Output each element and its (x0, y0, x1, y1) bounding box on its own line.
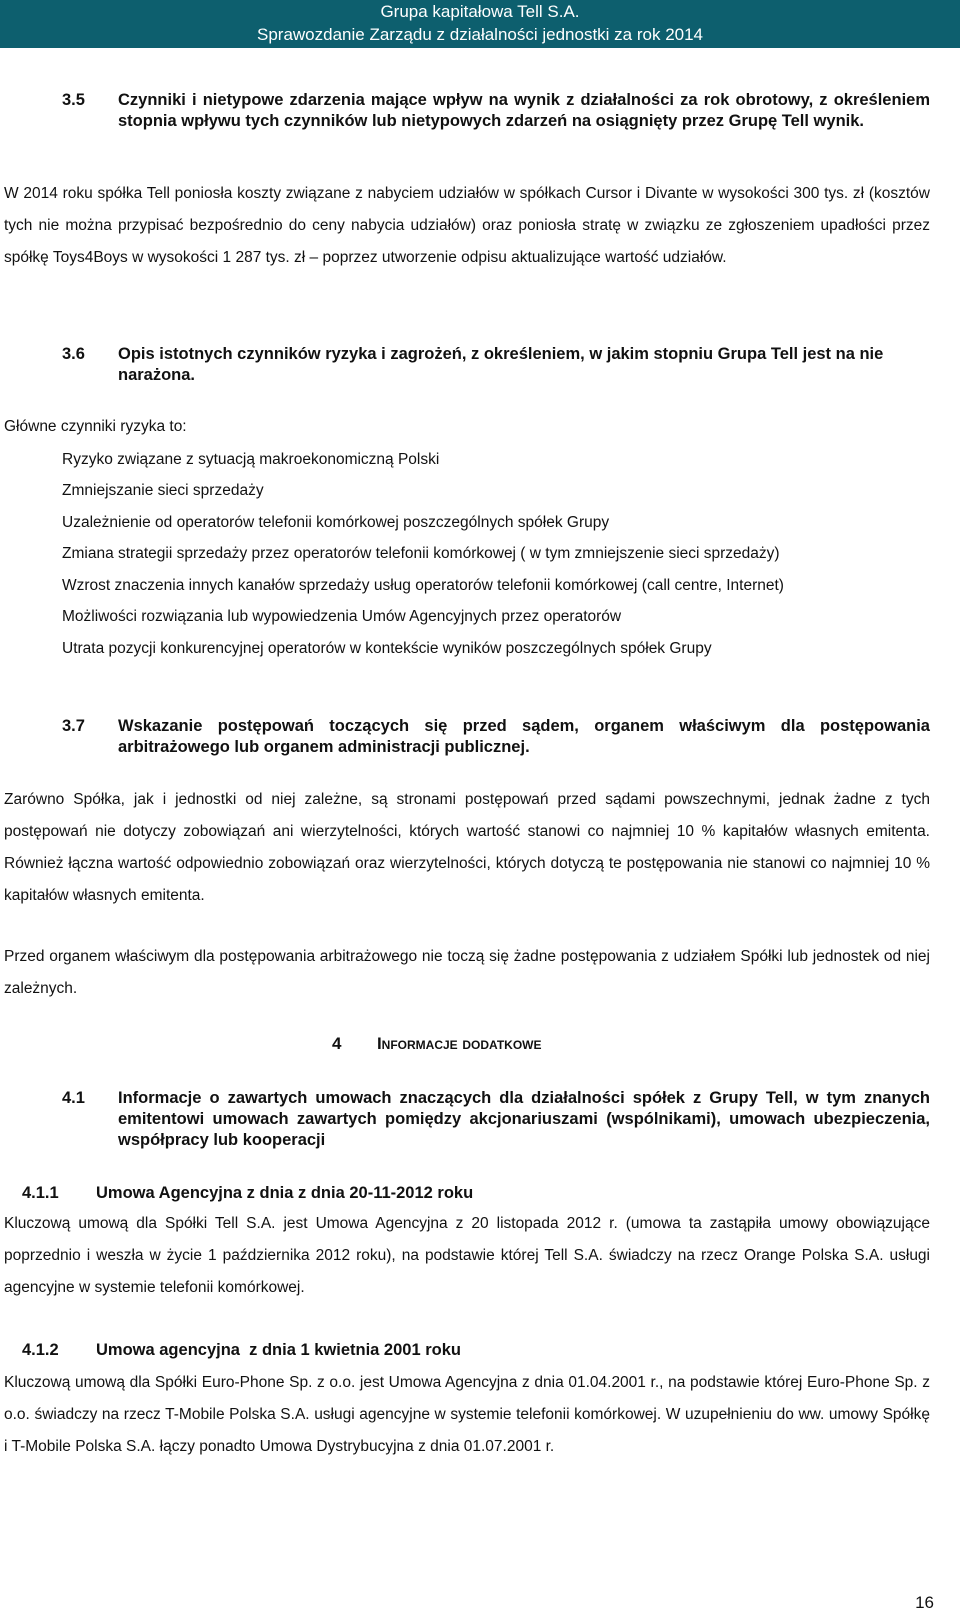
section-number: 4 (332, 1034, 342, 1053)
section-title: Informacje o zawartych umowach znaczących dla działalności spółek z Grupy Tell, w tym znanych emitentowi umowach zawartych pomiędzy akcjonariuszami (wspólnikami), umowach ubezpieczenia, współpracy lub kooperacji (118, 1089, 930, 1149)
risk-item: Zmniejszanie sieci sprzedaży (62, 482, 264, 499)
section-number: 4.1.2 (22, 1341, 59, 1359)
risk-item: Wzrost znaczenia innych kanałów sprzedaży usług operatorów telefonii komórkowej (call centre, Internet) (62, 577, 784, 594)
section-number: 4.1 (62, 1089, 85, 1107)
section-4-1-2-heading (22, 1340, 930, 1361)
section-title: Umowa Agencyjna z dnia z dnia 20-11-2012 roku (96, 1184, 474, 1202)
section-3-6-heading (62, 344, 930, 386)
section-number: 3.6 (62, 345, 85, 363)
section-3-7-heading (62, 716, 930, 758)
section-title: Opis istotnych czynników ryzyka i zagrożeń, z określeniem, w jakim stopniu Grupa Tell jest na nie narażona. (118, 345, 884, 384)
risk-item: Możliwości rozwiązania lub wypowiedzenia Umów Agencyjnych przez operatorów (62, 608, 622, 625)
section-number: 3.5 (62, 91, 85, 109)
section-3-5-heading (62, 90, 930, 132)
section-4-1-heading (62, 1088, 930, 1151)
section-number: 3.7 (62, 717, 85, 735)
section-title: Umowa agencyjna z dnia 1 kwietnia 2001 roku (96, 1341, 461, 1359)
section-4-1-1-paragraph: Kluczową umową dla Spółki Tell S.A. jest Umowa Agencyjna z 20 listopada 2012 r. (umowa ta zastąpiła umowy obowiązujące poprzednio i weszła w życie 1 października 2012 roku), na podstawie której Tell S.A. świadczy na rzecz Orange Polska S.A. usługi agencyjne w systemie telefonii komórkowej. (4, 1215, 930, 1296)
risk-item: Ryzyko związane z sytuacją makroekonomiczną Polski (62, 451, 440, 468)
header-company: Grupa kapitałowa Tell S.A. (380, 2, 580, 21)
section-4-heading (332, 1034, 542, 1054)
risk-intro: Główne czynniki ryzyka to: (4, 418, 187, 435)
section-title: Informacje dodatkowe (376, 1034, 542, 1053)
header-report-title: Sprawozdanie Zarządu z działalności jednostki za rok 2014 (256, 25, 704, 44)
section-title: Czynniki i nietypowe zdarzenia mające wpływ na wynik z działalności za rok obrotowy, z określeniem stopnia wpływu tych czynników lub nietypowych zdarzeń na osiągnięty przez Grupę Tell wynik. (118, 91, 930, 130)
risk-item: Zmiana strategii sprzedaży przez operatorów telefonii komórkowej ( w tym zmniejszenie sieci sprzedaży) (62, 545, 780, 562)
section-3-7-paragraph-2: Przed organem właściwym dla postępowania arbitrażowego nie toczą się żadne postępowania z udziałem Spółki lub jednostek od niej zależnych. (4, 948, 930, 997)
section-4-1-2-paragraph: Kluczową umową dla Spółki Euro-Phone Sp. z o.o. jest Umowa Agencyjna z dnia 01.04.2001 r., na podstawie której Euro-Phone Sp. z o.o. świadczy na rzecz T-Mobile Polska S.A. usługi agencyjne w systemie telefonii komórkowej. W uzupełnieniu do ww. umowy Spółkę i T-Mobile Polska S.A. łączy ponadto Umowa Dystrybucyjna z dnia 01.07.2001 r. (4, 1374, 930, 1455)
page-header (0, 0, 960, 48)
risk-item: Utrata pozycji konkurencyjnej operatorów w kontekście wyników poszczególnych spółek Grupy (62, 640, 712, 657)
risk-item: Uzależnienie od operatorów telefonii komórkowej poszczególnych spółek Grupy (62, 514, 610, 531)
section-title: Wskazanie postępowań toczących się przed sądem, organem właściwym dla postępowania arbitrażowego lub organem administracji publicznej. (118, 717, 930, 756)
section-4-1-1-heading (22, 1183, 930, 1204)
section-3-7-paragraph-1: Zarówno Spółka, jak i jednostki od niej zależne, są stronami postępowań przed sądami powszechnymi, jednak żadne z tych postępowań nie dotyczy zobowiązań ani wierzytelności, których wartość stanowi co najmniej 10 % kapitałów własnych emitenta. Również łączna wartość odpowiednio zobowiązań oraz wierzytelności, których dotyczą te postępowania nie stanowi co najmniej 10 % kapitałów własnych emitenta. (4, 791, 930, 904)
section-3-5-paragraph: W 2014 roku spółka Tell poniosła koszty związane z nabyciem udziałów w spółkach Cursor i Divante w wysokości 300 tys. zł (kosztów tych nie można przypisać bezpośrednio do ceny nabycia udziałów) oraz poniosła stratę w związku ze zgłoszeniem upadłości przez spółkę Toys4Boys w wysokości 1 287 tys. zł – poprzez utworzenie odpisu aktualizujące wartość udziałów. (4, 185, 930, 266)
section-number: 4.1.1 (22, 1184, 59, 1202)
page-number: 16 (915, 1593, 934, 1612)
